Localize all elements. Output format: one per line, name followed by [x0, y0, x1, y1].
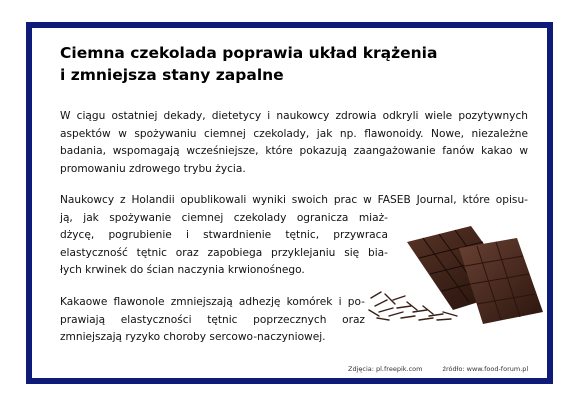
paragraph-3: [60, 294, 365, 347]
chocolate-photo: [367, 220, 547, 330]
paragraph-2-line: Naukowcy z Holandii opublikowali wyniki swoich prac w FASEB Journal, które opisu-: [60, 194, 528, 206]
paragraph-2-line: ją, jak spożywanie ciemnej czekolady ogranicza miaż-: [60, 211, 388, 224]
chocolate-bar-front: [459, 238, 543, 324]
paragraph-2-line: łych krwinek do ścian naczynia krwionośnego.: [60, 264, 305, 276]
paragraph-1: W ciągu ostatniej dekady, dietetycy i naukowcy zdrowia odkryli wiele pozytywnych aspektów w spożywaniu ciemnej czekolady, jak np. flawonoidy. Nowe, niezależne badania, wspomagają wcześniejsze, które pokazują zaangażowanie fanów kakao w promowaniu zdrowego trybu życia.: [60, 110, 528, 175]
paragraph-2-line: dżycę, pogrubienie i stwardnienie tętnic, przywraca: [60, 229, 388, 241]
photo-credit: Zdjęcia: pl.freepik.com: [348, 365, 423, 373]
paragraph-2-line: elastyczność tętnic oraz zapobiega przyklejaniu się bia-: [60, 246, 388, 259]
title-line-1: Ciemna czekolada poprawia układ krążenia: [60, 44, 438, 62]
article-title: [60, 42, 437, 86]
document-frame: [26, 22, 553, 384]
paragraph-3-line: Kakaowe flawonole zmniejszają adhezję komórek i po-: [60, 296, 365, 308]
image-credits: [348, 365, 528, 373]
title-line-2: i zmniejsza stany zapalne: [60, 66, 284, 84]
paragraph-3-line: zmniejszają ryzyko choroby sercowo-naczyniowej.: [60, 331, 326, 343]
source-credit: źródło: www.food-forum.pl: [442, 365, 529, 373]
paragraph-3-line: prawiają elastyczności tętnic poprzecznych oraz: [60, 313, 365, 326]
